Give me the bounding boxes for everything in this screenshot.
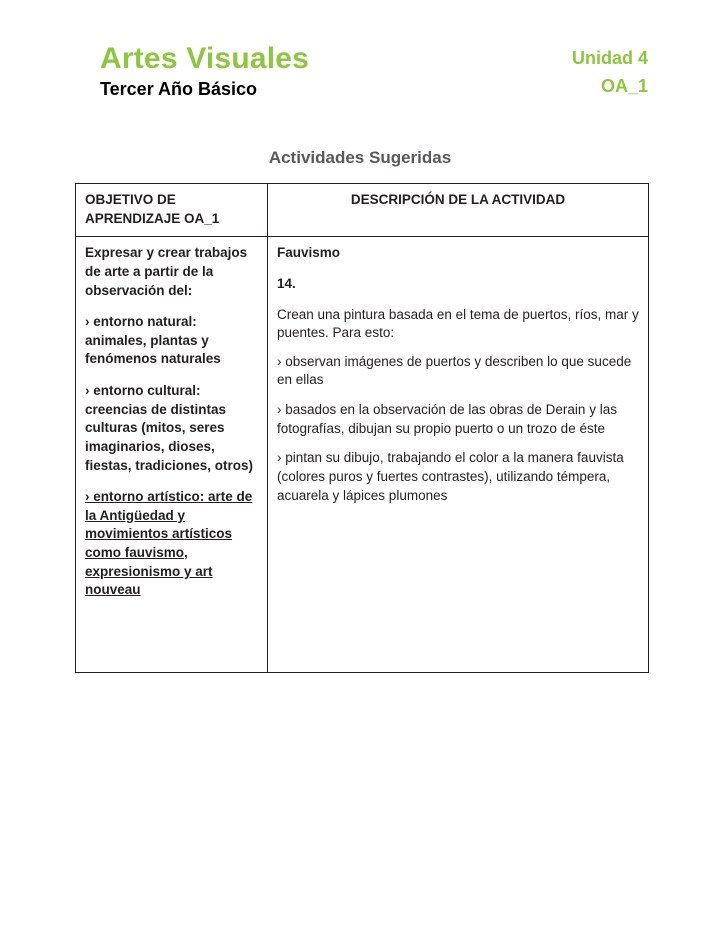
page-header	[100, 42, 648, 100]
activities-table	[75, 183, 649, 673]
document-title: Artes Visuales	[100, 42, 310, 75]
column-header-description: DESCRIPCIÓN DE LA ACTIVIDAD	[268, 184, 649, 237]
activity-step-1: › observan imágenes de puertos y describen lo que sucede en ellas	[277, 353, 632, 388]
description-cell	[268, 237, 649, 673]
table-body-row	[76, 237, 649, 673]
activity-step-2: › basados en la observación de las obras de Derain y las fotografías, dibujan su propio puerto o un trozo de éste	[277, 402, 617, 436]
activity-heading: Fauvismo	[277, 245, 341, 261]
column-header-objective: OBJETIVO DE APRENDIZAJE OA_1	[76, 184, 268, 237]
objective-item-cultural: › entorno cultural: creencias de distintas culturas (mitos, seres imaginarios, dioses, fiestas, tradiciones, otros)	[85, 383, 254, 473]
objective-item-natural: › entorno natural: animales, plantas y fenómenos naturales	[85, 314, 221, 367]
header-left	[100, 42, 309, 100]
document-subtitle: Tercer Año Básico	[100, 79, 258, 99]
activity-step-3: › pintan su dibujo, trabajando el color a la manera fauvista (colores puros y fuertes contrastes), utilizando témpera, acuarela y lápices plumones	[277, 450, 624, 503]
activity-number: 14.	[277, 275, 296, 291]
section-title: Actividades Sugeridas	[268, 148, 452, 167]
objective-item-artistico: › entorno artístico: arte de la Antigüedad y movimientos artísticos como fauvismo, expresionismo y art nouveau	[85, 489, 253, 598]
objective-intro: Expresar y crear trabajos de arte a partir de la observación del:	[85, 245, 248, 298]
objective-cell	[76, 237, 268, 673]
activity-intro: Crean una pintura basada en el tema de puertos, ríos, mar y puentes. Para esto:	[277, 306, 639, 341]
table-header-row	[76, 184, 649, 237]
header-right	[572, 42, 648, 97]
unit-label: Unidad 4	[571, 48, 648, 68]
oa-label: OA_1	[600, 76, 648, 96]
